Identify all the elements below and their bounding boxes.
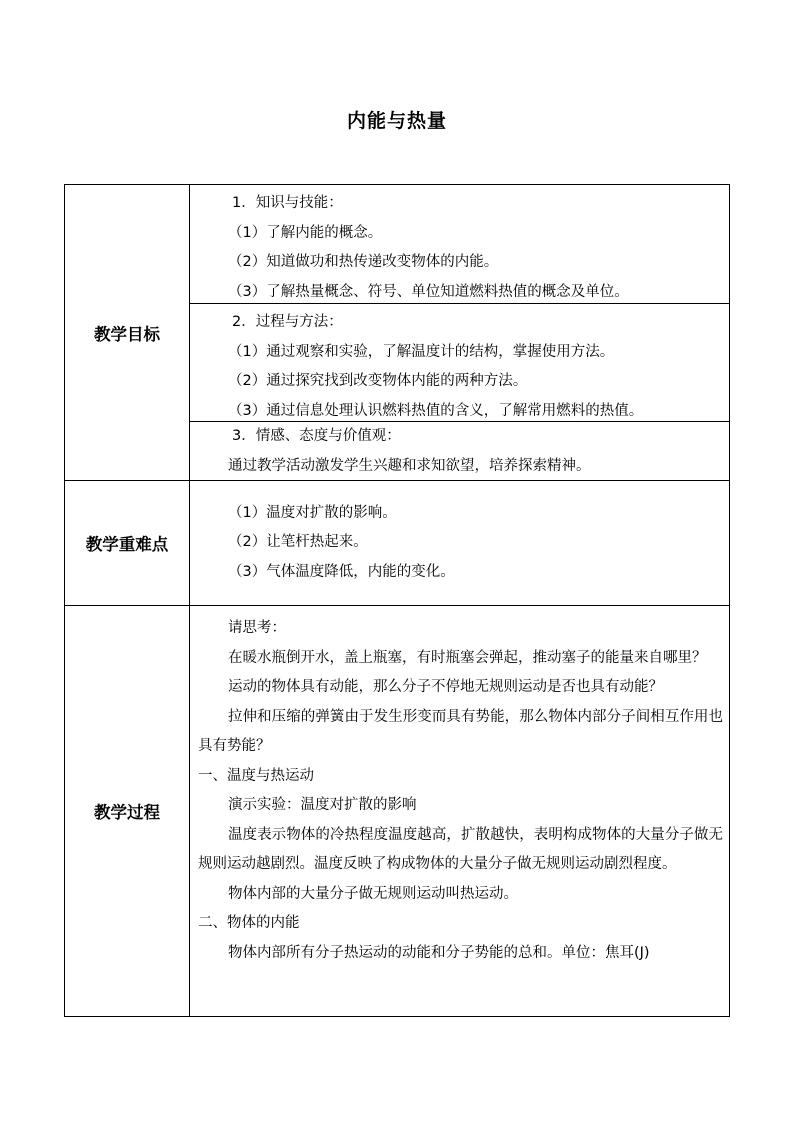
paragraph-1: 温度表示物体的冷热程度温度越高，扩散越快，表明构成物体的大量分子做无规则运动越剧烈。温度反映了构成物体的大量分子做无规则运动剧烈程度。 [198, 826, 723, 872]
paragraph-2: 物体内部的大量分子做无规则运动叫热运动。 [228, 885, 518, 902]
process-label: 教学过程 [65, 606, 190, 1017]
question-2: 运动的物体具有动能，那么分子不停地无规则运动是否也具有动能？ [228, 679, 663, 695]
process-content [190, 606, 730, 1017]
goals-content [190, 185, 730, 481]
keypoint-item: （1）温度对扩散的影响。 [228, 504, 397, 521]
paragraph-3: 物体内部所有分子热运动的动能和分子势能的总和。单位：焦耳(J) [228, 944, 650, 961]
document-title: 内能与热量 [346, 110, 447, 132]
question-3: 拉伸和压缩的弹簧由于发生形变而具有势能，那么物体内部分子间相互作用也具有势能？ [198, 708, 723, 754]
attitude-text: 通过教学活动激发学生兴趣和求知欲望，培养探索精神。 [228, 457, 591, 474]
question-1: 在暖水瓶倒开水，盖上瓶塞，有时瓶塞会弹起，推动塞子的能量来自哪里？ [228, 649, 707, 666]
keypoints-row [65, 481, 730, 606]
demo-experiment: 演示实验：温度对扩散的影响 [228, 797, 417, 813]
think-prompt: 请思考： [228, 620, 286, 636]
attitude-heading: 3．情感、态度与价值观： [232, 428, 401, 444]
process-row [65, 606, 730, 1017]
knowledge-heading: 1．知识与技能： [232, 195, 343, 211]
keypoint-item: （3）气体温度降低，内能的变化。 [228, 563, 455, 580]
knowledge-item: （3）了解热量概念、符号、单位知道燃料热值的概念及单位。 [228, 283, 629, 300]
lesson-plan-table [64, 184, 730, 1017]
section-2-heading: 二、物体的内能 [198, 915, 300, 931]
goals-row [65, 185, 730, 481]
method-item: （3）通过信息处理认识燃料热值的含义，了解常用燃料的热值。 [228, 402, 644, 419]
method-item: （1）通过观察和实验，了解温度计的结构，掌握使用方法。 [228, 343, 615, 360]
method-item: （2）通过探究找到改变物体内能的两种方法。 [228, 373, 528, 389]
knowledge-item: （1）了解内能的概念。 [228, 224, 383, 241]
keypoint-item: （2）让笔杆热起来。 [228, 534, 368, 551]
keypoints-content [190, 481, 730, 606]
goals-label: 教学目标 [65, 185, 190, 481]
knowledge-item: （2）知道做功和热传递改变物体的内能。 [228, 254, 499, 270]
keypoints-label: 教学重难点 [65, 481, 190, 606]
method-heading: 2．过程与方法： [232, 314, 343, 330]
section-1-heading: 一、温度与热运动 [198, 767, 314, 784]
